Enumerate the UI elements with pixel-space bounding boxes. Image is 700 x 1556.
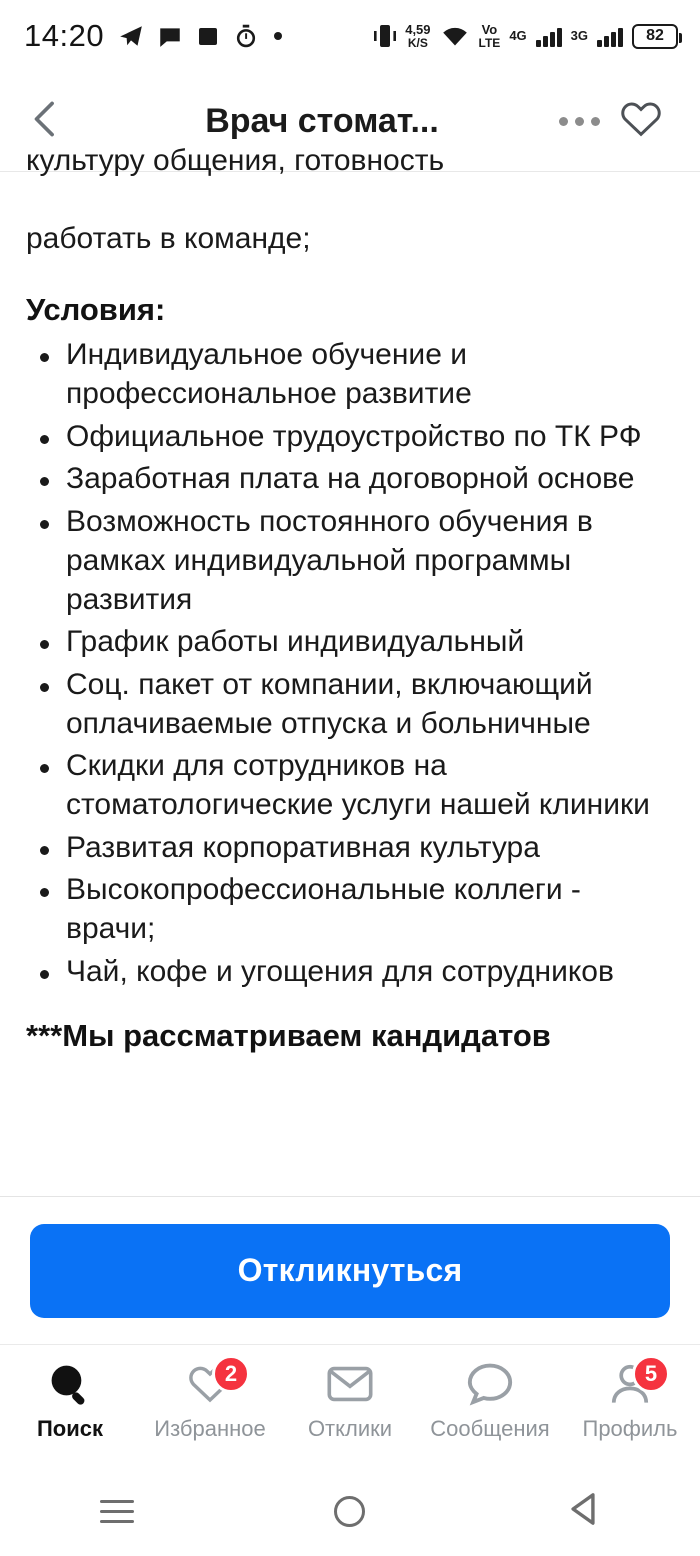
- system-back-button[interactable]: [523, 1492, 643, 1531]
- clipped-paragraph: [26, 142, 674, 258]
- cta-container: [0, 1196, 700, 1344]
- closing-note: ***Мы рассматриваем кандидатов: [26, 1018, 551, 1054]
- tab-label-profile: Профиль: [582, 1416, 678, 1441]
- back-button[interactable]: [28, 99, 86, 144]
- list-item: Индивидуальное обучение и профессиональное развитие: [26, 336, 674, 413]
- badge-profile: 5: [632, 1355, 670, 1393]
- sim2-signal-icon: [597, 25, 623, 47]
- tab-label-favorites: Избранное: [154, 1416, 266, 1441]
- clipped-paragraph-line1: культуру общения, готовность: [26, 144, 445, 177]
- battery-icon: [632, 24, 678, 49]
- more-horizontal-icon: [559, 117, 600, 126]
- wifi-icon: [440, 24, 470, 48]
- menu-icon: [100, 1500, 134, 1523]
- status-bar-right: [374, 23, 678, 49]
- list-item: Скидки для сотрудников на стоматологические услуги нашей клиники: [26, 747, 674, 824]
- sim2-indicator: [571, 29, 588, 42]
- network-speed-value: 4,59: [405, 22, 431, 38]
- vibrate-icon: [374, 23, 396, 49]
- sim1-label: 4G: [509, 28, 527, 44]
- favorite-button[interactable]: [610, 99, 672, 144]
- bottom-tab-bar: [0, 1344, 700, 1466]
- job-description-content[interactable]: [0, 144, 700, 1196]
- dot-icon: [272, 30, 284, 42]
- tab-label-search: Поиск: [36, 1416, 104, 1441]
- apply-button[interactable]: Откликнуться: [30, 1224, 670, 1318]
- list-item: Официальное трудоустройство по ТК РФ: [26, 418, 674, 457]
- volte-line2: LTE: [478, 35, 501, 50]
- system-navigation-bar: [0, 1466, 700, 1556]
- home-button[interactable]: [290, 1496, 410, 1527]
- badge-favorites: 2: [212, 1355, 250, 1393]
- status-time: 14:20: [24, 18, 105, 53]
- status-bar: [0, 0, 700, 72]
- status-notification-icons: [118, 23, 284, 49]
- stop-square-icon: [196, 24, 220, 48]
- tab-profile[interactable]: [560, 1359, 700, 1442]
- network-speed: [405, 23, 430, 48]
- tab-label-responses: Отклики: [307, 1416, 393, 1441]
- list-item: Высокопрофессиональные коллеги - врачи;: [26, 871, 674, 948]
- chat-icon: [157, 23, 183, 49]
- home-circle-icon: [334, 1496, 365, 1527]
- list-item: Развитая корпоративная культура: [26, 829, 674, 868]
- sim1-signal-icon: [536, 25, 562, 47]
- chevron-left-icon: [28, 99, 62, 144]
- tab-search[interactable]: [0, 1359, 140, 1442]
- network-speed-unit: K/S: [407, 35, 428, 50]
- conditions-list: [26, 336, 674, 991]
- page-title: Врач стомат...: [205, 102, 439, 140]
- search-icon: [47, 1359, 93, 1409]
- volte-indicator: [479, 23, 501, 48]
- battery-percent: 82: [646, 27, 664, 44]
- tab-responses[interactable]: [280, 1359, 420, 1442]
- chat-bubble-icon: [467, 1359, 513, 1409]
- telegram-icon: [118, 23, 144, 49]
- sim1-indicator: [509, 29, 526, 42]
- timer-icon: [233, 23, 259, 49]
- recents-button[interactable]: [57, 1500, 177, 1523]
- list-item: Соц. пакет от компании, включающий оплачиваемые отпуска и больничные: [26, 666, 674, 743]
- envelope-icon: [327, 1359, 373, 1409]
- volte-line1: Vo: [481, 22, 498, 38]
- tab-label-messages: Сообщения: [430, 1416, 550, 1441]
- status-bar-left: [24, 18, 284, 54]
- list-item: График работы индивидуальный: [26, 623, 674, 662]
- list-item: Возможность постоянного обучения в рамках индивидуальной программы развития: [26, 503, 674, 619]
- tab-favorites[interactable]: [140, 1359, 280, 1442]
- clipped-paragraph-line2: работать в команде;: [26, 222, 311, 255]
- more-options-button[interactable]: [548, 117, 610, 126]
- tab-messages[interactable]: [420, 1359, 560, 1442]
- list-item: Чай, кофе и угощения для сотрудников: [26, 953, 674, 992]
- heart-outline-icon: [620, 99, 662, 144]
- section-title-conditions: Условия:: [26, 292, 166, 328]
- sim2-label: 3G: [570, 28, 588, 44]
- list-item: Заработная плата на договорной основе: [26, 460, 674, 499]
- back-triangle-icon: [567, 1492, 599, 1531]
